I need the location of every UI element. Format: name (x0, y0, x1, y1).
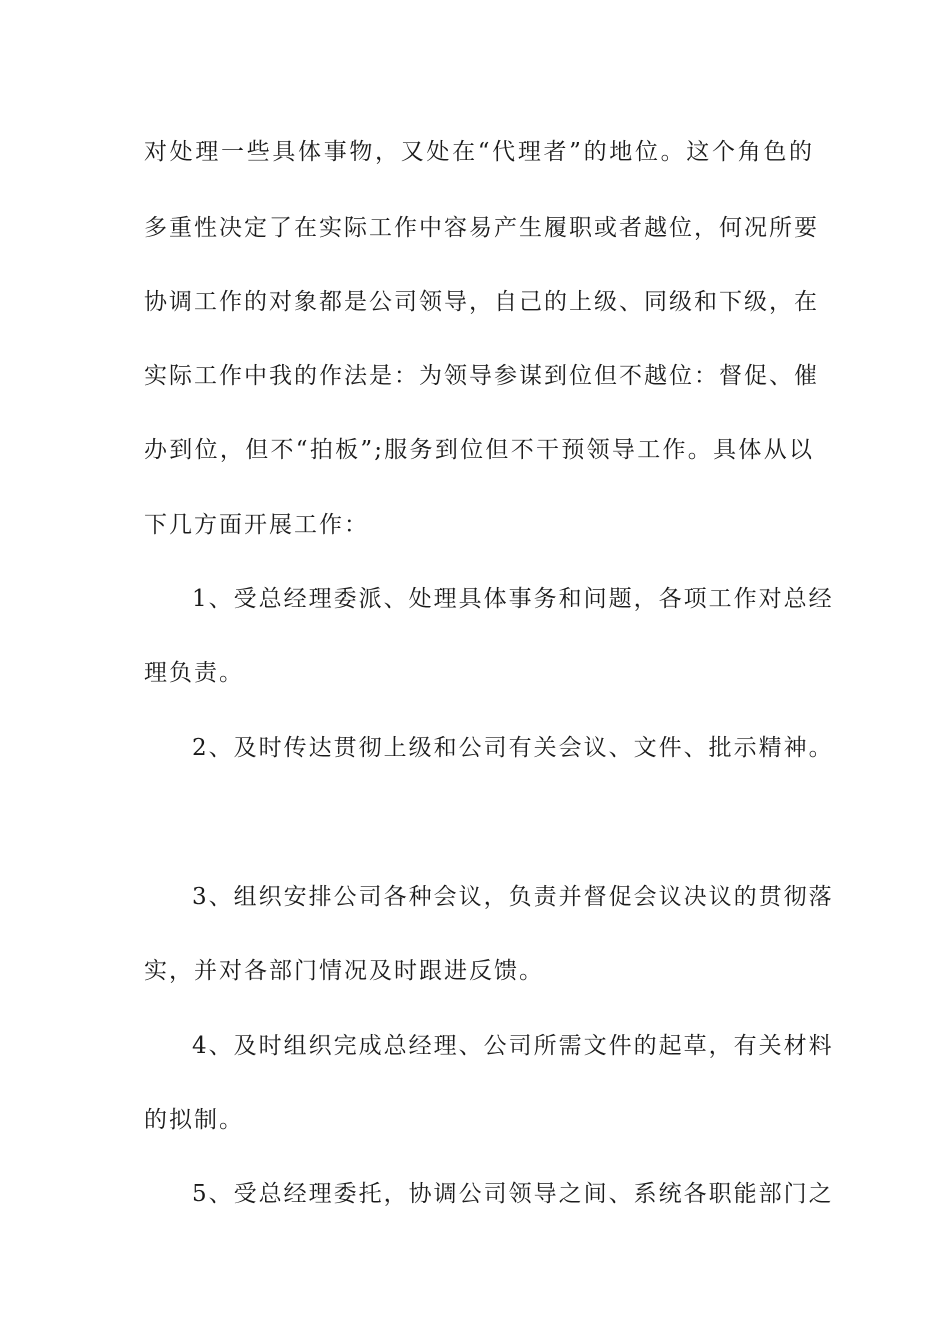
paragraph-line-1: 对处理一些具体事物，又处在“代理者”的地位。这个角色的 (144, 139, 814, 165)
list-item-1-line-1: 1、受总经理委派、处理具体事务和问题，各项工作对总经 (192, 586, 834, 612)
paragraph-line-2: 多重性决定了在实际工作中容易产生履职或者越位，何况所要 (144, 215, 819, 241)
list-item-3-line-1: 3、组织安排公司各种会议，负责并督促会议决议的贯彻落 (192, 884, 834, 910)
list-item-2: 2、及时传达贯彻上级和公司有关会议、文件、批示精神。 (192, 735, 834, 761)
list-item-1-line-2: 理负责。 (144, 660, 244, 686)
list-item-5-line-1: 5、受总经理委托，协调公司领导之间、系统各职能部门之 (192, 1181, 834, 1207)
paragraph-line-5: 办到位，但不“拍板”;服务到位但不干预领导工作。具体从以 (144, 437, 814, 463)
list-item-4-line-1: 4、及时组织完成总经理、公司所需文件的起草，有关材料 (192, 1033, 834, 1059)
paragraph-line-3: 协调工作的对象都是公司领导，自己的上级、同级和下级，在 (144, 289, 819, 315)
paragraph-line-6: 下几方面开展工作： (144, 512, 369, 538)
paragraph-line-4: 实际工作中我的作法是：为领导参谋到位但不越位：督促、催 (144, 363, 819, 389)
list-item-3-line-2: 实，并对各部门情况及时跟进反馈。 (144, 958, 544, 984)
list-item-4-line-2: 的拟制。 (144, 1107, 244, 1133)
